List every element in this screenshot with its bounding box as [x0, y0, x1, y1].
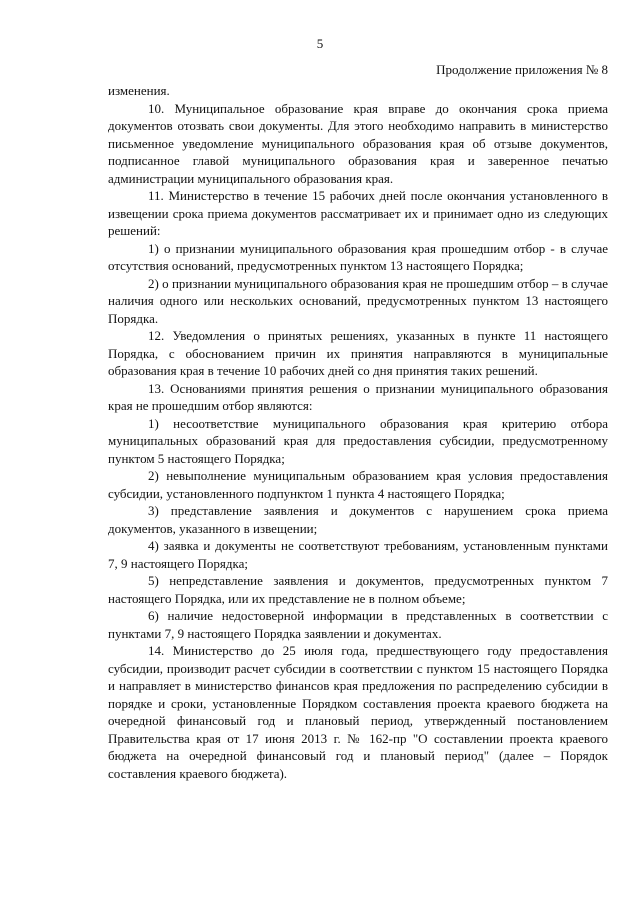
document-body	[108, 82, 608, 782]
paragraph: 4) заявка и документы не соответствуют требованиям, установленным пунктами 7, 9 настоящего Порядка;	[108, 538, 608, 571]
page-number: 5	[316, 36, 324, 51]
paragraph: 14. Министерство до 25 июля года, предшествующего году предоставления субсидии, производит расчет субсидии в соответствии с пунктом 15 настоящего Порядка и направляет в министерство финансов края предложения по распределению субсидии в порядке и сроки, установленные Порядком составления проекта краевого бюджета на очередной финансовый год и плановый период, утвержденный постановлением Правительства края от 17 июня 2013 г. № 162-пр "О составлении проекта краевого бюджета на очередной финансовый год и плановый период" (далее – Порядок составления краевого бюджета).	[108, 643, 608, 781]
paragraph: 13. Основаниями принятия решения о признании муниципального образования края не прошедшим отбор являются:	[108, 380, 608, 413]
paragraph: 2) о признании муниципального образования края не прошедшим отбор – в случае наличия одного или нескольких оснований, предусмотренных пунктом 13 настоящего Порядка.	[108, 275, 608, 326]
paragraph: 2) невыполнение муниципальным образованием края условия предоставления субсидии, установленного подпунктом 1 пункта 4 настоящего Порядка;	[108, 468, 608, 501]
paragraph: 1) несоответствие муниципального образования края критерию отбора муниципальных образований края для предоставления субсидии, предусмотренному пунктом 5 настоящего Порядка;	[108, 415, 608, 466]
paragraph: 10. Муниципальное образование края вправе до окончания срока приема документов отозвать свои документы. Для этого необходимо направить в министерство письменное уведомление муниципального образования края об отзыве документов, подписанное главой муниципального образования края и заверенное печатью администрации муниципального образования края.	[108, 100, 608, 186]
paragraph: 12. Уведомления о принятых решениях, указанных в пункте 11 настоящего Порядка, с обоснованием причин их принятия направляются в муниципальные образования края в течение 10 рабочих дней со дня принятия таких решений.	[108, 328, 608, 378]
paragraph: 1) о признании муниципального образования края прошедшим отбор - в случае отсутствия оснований, предусмотренных пунктом 13 настоящего Порядка;	[108, 240, 608, 273]
header-note: Продолжение приложения № 8	[436, 62, 608, 77]
paragraph: 11. Министерство в течение 15 рабочих дней после окончания установленного в извещении срока приема документов рассматривает их и принимает одно из следующих решений:	[108, 188, 608, 238]
paragraph: 3) представление заявления и документов с нарушением срока приема документов, указанного в извещении;	[108, 503, 608, 536]
paragraph: изменения.	[108, 83, 170, 98]
paragraph: 6) наличие недостоверной информации в представленных в соответствии с пунктами 7, 9 настоящего Порядка заявлении и документах.	[108, 608, 608, 641]
paragraph: 5) непредставление заявления и документов, предусмотренных пунктом 7 настоящего Порядка, или их представление не в полном объеме;	[108, 573, 608, 606]
